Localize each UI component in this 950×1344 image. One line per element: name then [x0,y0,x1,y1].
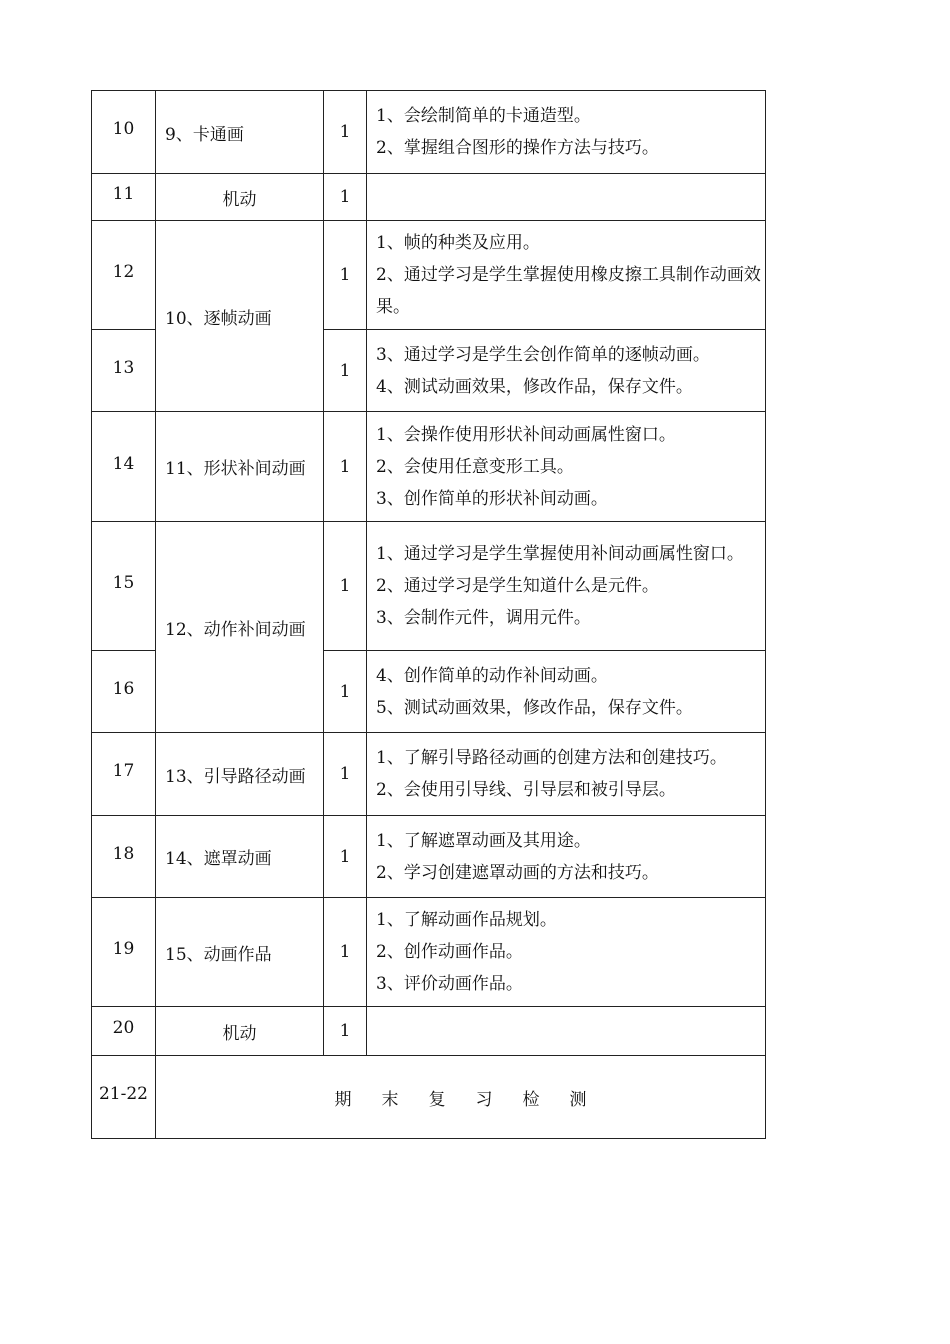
content-line: 2、通过学习是学生知道什么是元件。 [376,576,659,596]
final-review-row [92,1056,766,1139]
hours-cell: 1 [324,898,367,1007]
table-row [92,221,766,330]
week-cell: 20 [92,1007,156,1056]
content-line: 3、创作简单的形状补间动画。 [376,488,608,509]
content-cell [367,330,766,412]
content-line: 4、测试动画效果，修改作品，保存文件。 [376,376,693,397]
topic-cell: 14、遮罩动画 [156,816,324,898]
week-cell: 10 [92,91,156,174]
content-cell [367,1007,766,1056]
hours-cell: 1 [324,816,367,898]
content-line: 2、创作动画作品。 [376,942,523,962]
content-line: 1、帧的种类及应用。 [376,233,540,253]
hours-cell: 1 [324,221,367,330]
week-cell: 11 [92,174,156,221]
hours-cell: 1 [324,174,367,221]
hours-cell: 1 [324,412,367,522]
table-row [92,898,766,1007]
content-line: 2、会使用引导线、引导层和被引导层。 [376,780,676,800]
topic-cell: 10、逐帧动画 [156,221,324,412]
schedule-sheet [91,90,765,1139]
table-row [92,733,766,816]
table-row [92,816,766,898]
teaching-schedule-table [91,90,766,1139]
content-cell [367,412,766,522]
final-review-text: 期末复习检测 [156,1056,766,1139]
content-cell [367,898,766,1007]
hours-cell: 1 [324,733,367,816]
content-line: 3、会制作元件，调用元件。 [376,608,591,628]
hours-cell: 1 [324,91,367,174]
table-row [92,522,766,651]
week-cell: 14 [92,412,156,522]
topic-cell: 机动 [156,174,324,221]
week-cell: 13 [92,330,156,412]
content-cell [367,651,766,733]
content-line: 5、测试动画效果，修改作品，保存文件。 [376,697,693,718]
content-line: 2、学习创建遮罩动画的方法和技巧。 [376,862,659,883]
content-cell [367,733,766,816]
content-line: 2、会使用任意变形工具。 [376,456,574,477]
content-cell [367,522,766,651]
topic-cell: 12、动作补间动画 [156,522,324,733]
content-line: 2、通过学习是学生掌握使用橡皮擦工具制作动画效果。 [376,265,761,317]
content-line: 2、掌握组合图形的操作方法与技巧。 [376,138,659,158]
content-line: 4、创作简单的动作补间动画。 [376,665,608,686]
content-line: 1、了解遮罩动画及其用途。 [376,830,591,851]
content-cell [367,91,766,174]
content-line: 1、了解引导路径动画的创建方法和创建技巧。 [376,748,727,768]
content-line: 3、通过学习是学生会创作简单的逐帧动画。 [376,344,710,365]
content-cell [367,221,766,330]
week-cell: 12 [92,221,156,330]
content-line: 3、评价动画作品。 [376,974,523,994]
hours-cell: 1 [324,651,367,733]
topic-cell: 15、动画作品 [156,898,324,1007]
table-row [92,91,766,174]
content-line: 1、会绘制简单的卡通造型。 [376,106,591,126]
table-row [92,174,766,221]
hours-cell: 1 [324,1007,367,1056]
week-cell: 16 [92,651,156,733]
table-row [92,1007,766,1056]
content-line: 1、了解动画作品规划。 [376,910,557,930]
week-cell: 17 [92,733,156,816]
week-cell: 18 [92,816,156,898]
week-cell: 15 [92,522,156,651]
content-cell [367,174,766,221]
topic-cell: 11、形状补间动画 [156,412,324,522]
topic-cell: 13、引导路径动画 [156,733,324,816]
topic-cell: 9、卡通画 [156,91,324,174]
hours-cell: 1 [324,522,367,651]
week-cell: 19 [92,898,156,1007]
content-cell [367,816,766,898]
content-line: 1、通过学习是学生掌握使用补间动画属性窗口。 [376,544,744,564]
week-cell: 21-22 [92,1056,156,1139]
hours-cell: 1 [324,330,367,412]
table-row [92,412,766,522]
content-line: 1、会操作使用形状补间动画属性窗口。 [376,424,676,445]
topic-cell: 机动 [156,1007,324,1056]
